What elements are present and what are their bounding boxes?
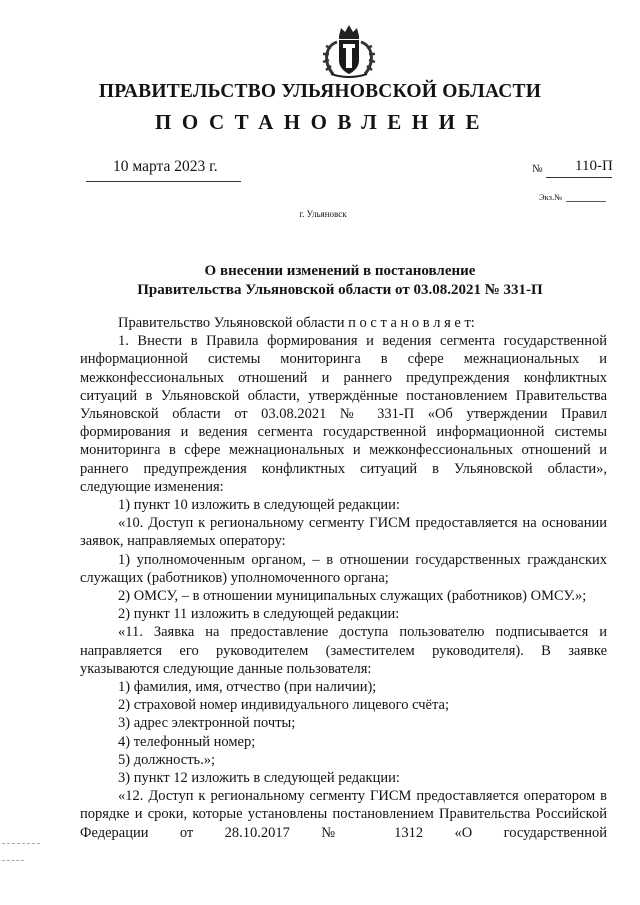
copy-number-label: Экз.№ — [539, 192, 563, 202]
document-body — [80, 314, 607, 842]
list-item: 1) фамилия, имя, отчество (при наличии); — [118, 679, 377, 696]
body-paragraph: 1) уполномоченным органом, – в отношении государственных гражданских служащих (работников) уполномоченного органа; — [80, 551, 607, 586]
list-item: 4) телефонный номер; — [118, 733, 256, 750]
government-title: ПРАВИТЕЛЬСТВО УЛЬЯНОВСКОЙ ОБЛАСТИ — [98, 81, 542, 102]
subject-line-1: О внесении изменений в постановление — [204, 263, 476, 279]
list-item: 5) должность.»; — [118, 751, 216, 768]
subject-line-2: Правительства Ульяновской области от 03.08.2021 № 331-П — [137, 282, 543, 298]
list-item: 3) адрес электронной почты; — [118, 715, 296, 732]
document-subject — [60, 262, 620, 300]
date-underline — [86, 181, 241, 182]
body-paragraph: 1) пункт 10 изложить в следующей редакции: — [118, 497, 400, 514]
body-paragraph: «10. Доступ к региональному сегменту ГИСМ предоставляется на основании заявок, направляемых оператору: — [80, 515, 607, 550]
number-sign: № — [532, 163, 543, 175]
document-type-title: ПОСТАНОВЛЕНИЕ — [155, 110, 490, 134]
ulyanovsk-coat-of-arms-icon — [317, 22, 381, 80]
number-underline — [546, 177, 612, 178]
list-item: 2) страховой номер индивидуального лицевого счёта; — [118, 697, 449, 714]
body-intro: Правительство Ульяновской области п о с т а н о в л я е т: — [118, 315, 475, 331]
scan-margin-mark — [2, 860, 24, 861]
document-date: 10 марта 2023 г. — [113, 158, 218, 175]
body-paragraph: «12. Доступ к региональному сегменту ГИСМ предоставляется оператором в порядке и сроки, которые установлены постановлением Правительства Российской Федерации от 28.10.2017 № 1312 «О государственной — [80, 788, 607, 841]
body-paragraph: «11. Заявка на предоставление доступа пользователю подписывается и направляется его руководителем (заместителем руководителя). В заявке указываются следующие данные пользователя: — [80, 624, 607, 677]
copy-number-underline — [566, 201, 606, 202]
body-paragraph: 3) пункт 12 изложить в следующей редакции: — [118, 770, 400, 787]
body-paragraph: 2) ОМСУ, – в отношении муниципальных служащих (работников) ОМСУ.»; — [118, 588, 587, 605]
scan-margin-mark — [2, 843, 40, 844]
document-number: 110-П — [575, 158, 613, 174]
body-paragraph: 1. Внести в Правила формирования и ведения сегмента государственной информационной системы мониторинга в сфере межнациональных и межконфессиональных отношений и раннего предупреждения конфликтных ситуаций в Ульяновской области, утверждённые постановлением Правительства Ульяновской области от 03.08.2021 № 331-П «Об утверждении Правил формирования и ведения сегмента государственной информационной системы мониторинга в сфере межнациональных и межконфессиональных отношений и раннего предупреждения конфликтных ситуаций в Ульяновской области», следующие изменения: — [80, 333, 607, 495]
city-label: г. Ульяновск — [299, 209, 347, 219]
body-paragraph: 2) пункт 11 изложить в следующей редакции: — [118, 606, 400, 623]
